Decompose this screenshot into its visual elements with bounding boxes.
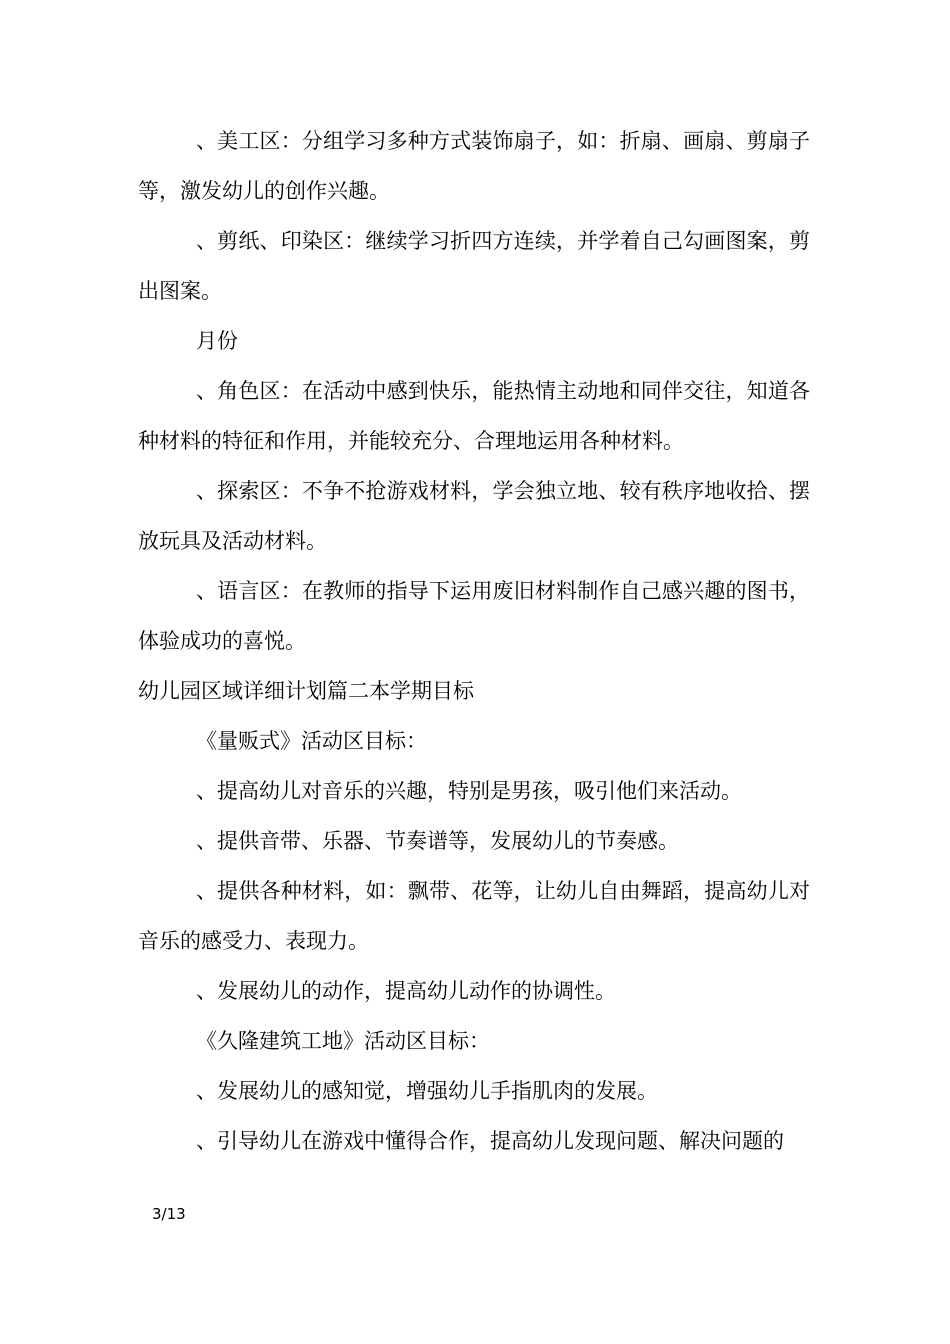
paragraph-building-area-title: 《久隆建筑工地》活动区目标： <box>196 1029 490 1053</box>
paragraph-papercut-area: 、剪纸、印染区：继续学习折四方连续，并学着自己勾画图案，剪出图案。 <box>138 229 810 303</box>
paragraph-art-area: 、美工区：分组学习多种方式装饰扇子，如：折扇、画扇、剪扇子等，激发幼儿的创作兴趣。 <box>138 129 810 203</box>
page-number: 3/13 <box>152 1205 186 1223</box>
paragraph-building-goal-2: 、引导幼儿在游戏中懂得合作，提高幼儿发现问题、解决问题的 <box>196 1129 784 1153</box>
paragraph-music-area-title: 《量贩式》活动区目标： <box>196 729 427 753</box>
paragraph-music-goal-2: 、提供音带、乐器、节奏谱等，发展幼儿的节奏感。 <box>196 829 679 853</box>
paragraph-building-goal-1: 、发展幼儿的感知觉，增强幼儿手指肌肉的发展。 <box>196 1079 658 1103</box>
paragraph-language-area: 、语言区：在教师的指导下运用废旧材料制作自己感兴趣的图书，体验成功的喜悦。 <box>138 579 810 653</box>
paragraph-explore-area: 、探索区：不争不抢游戏材料，学会独立地、较有秩序地收拾、摆放玩具及活动材料。 <box>138 479 810 553</box>
paragraph-music-goal-3: 、提供各种材料，如：飘带、花等，让幼儿自由舞蹈，提高幼儿对音乐的感受力、表现力。 <box>138 879 810 953</box>
paragraph-music-goal-1: 、提高幼儿对音乐的兴趣，特别是男孩，吸引他们来活动。 <box>196 779 742 803</box>
paragraph-music-goal-4: 、发展幼儿的动作，提高幼儿动作的协调性。 <box>196 979 616 1003</box>
document-body <box>138 116 810 1166</box>
section-heading: 幼儿园区域详细计划篇二本学期目标 <box>138 679 474 703</box>
paragraph-role-area: 、角色区：在活动中感到快乐，能热情主动地和同伴交往，知道各种材料的特征和作用，并能较充分、合理地运用各种材料。 <box>138 379 810 453</box>
paragraph-month: 月份 <box>196 329 238 353</box>
